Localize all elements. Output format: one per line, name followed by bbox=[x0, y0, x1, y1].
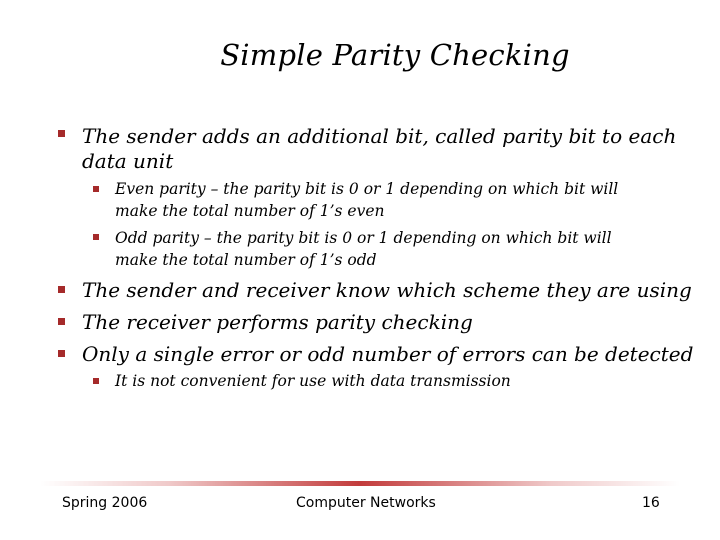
sub-bullet-marker bbox=[93, 186, 99, 192]
bullet-text: Only a single error or odd number of errors can be detected bbox=[82, 342, 694, 366]
bullet-line: data unit bbox=[82, 149, 174, 173]
sub-bullet-text bbox=[115, 227, 612, 271]
bullet-marker bbox=[58, 286, 65, 293]
bullet-text: The sender and receiver know which scheme they are using bbox=[82, 278, 692, 302]
footer-course: Computer Networks bbox=[296, 495, 436, 511]
bullet-line: Odd parity – the parity bit is 0 or 1 depending on which bit will bbox=[115, 229, 612, 247]
sub-bullet-text bbox=[115, 178, 618, 222]
bullet-marker bbox=[58, 318, 65, 325]
sub-bullet-marker bbox=[93, 234, 99, 240]
footer-date: Spring 2006 bbox=[62, 495, 148, 511]
bullet-line: make the total number of 1’s odd bbox=[115, 251, 377, 269]
bullet-line: make the total number of 1’s even bbox=[115, 202, 385, 220]
bullet-text: The receiver performs parity checking bbox=[82, 310, 473, 334]
bullet-line: Even parity – the parity bit is 0 or 1 depending on which bit will bbox=[115, 180, 619, 198]
bullet-line: The sender adds an additional bit, called parity bit to each bbox=[82, 124, 677, 148]
slide-number: 16 bbox=[642, 495, 660, 511]
slide-title: Simple Parity Checking bbox=[220, 38, 570, 72]
bullet-marker bbox=[58, 350, 65, 357]
sub-bullet-marker bbox=[93, 378, 99, 384]
sub-bullet-text: It is not convenient for use with data transmission bbox=[115, 372, 511, 390]
footer-rule bbox=[40, 481, 680, 486]
bullet-text bbox=[82, 119, 676, 175]
bullet-marker bbox=[58, 130, 65, 137]
